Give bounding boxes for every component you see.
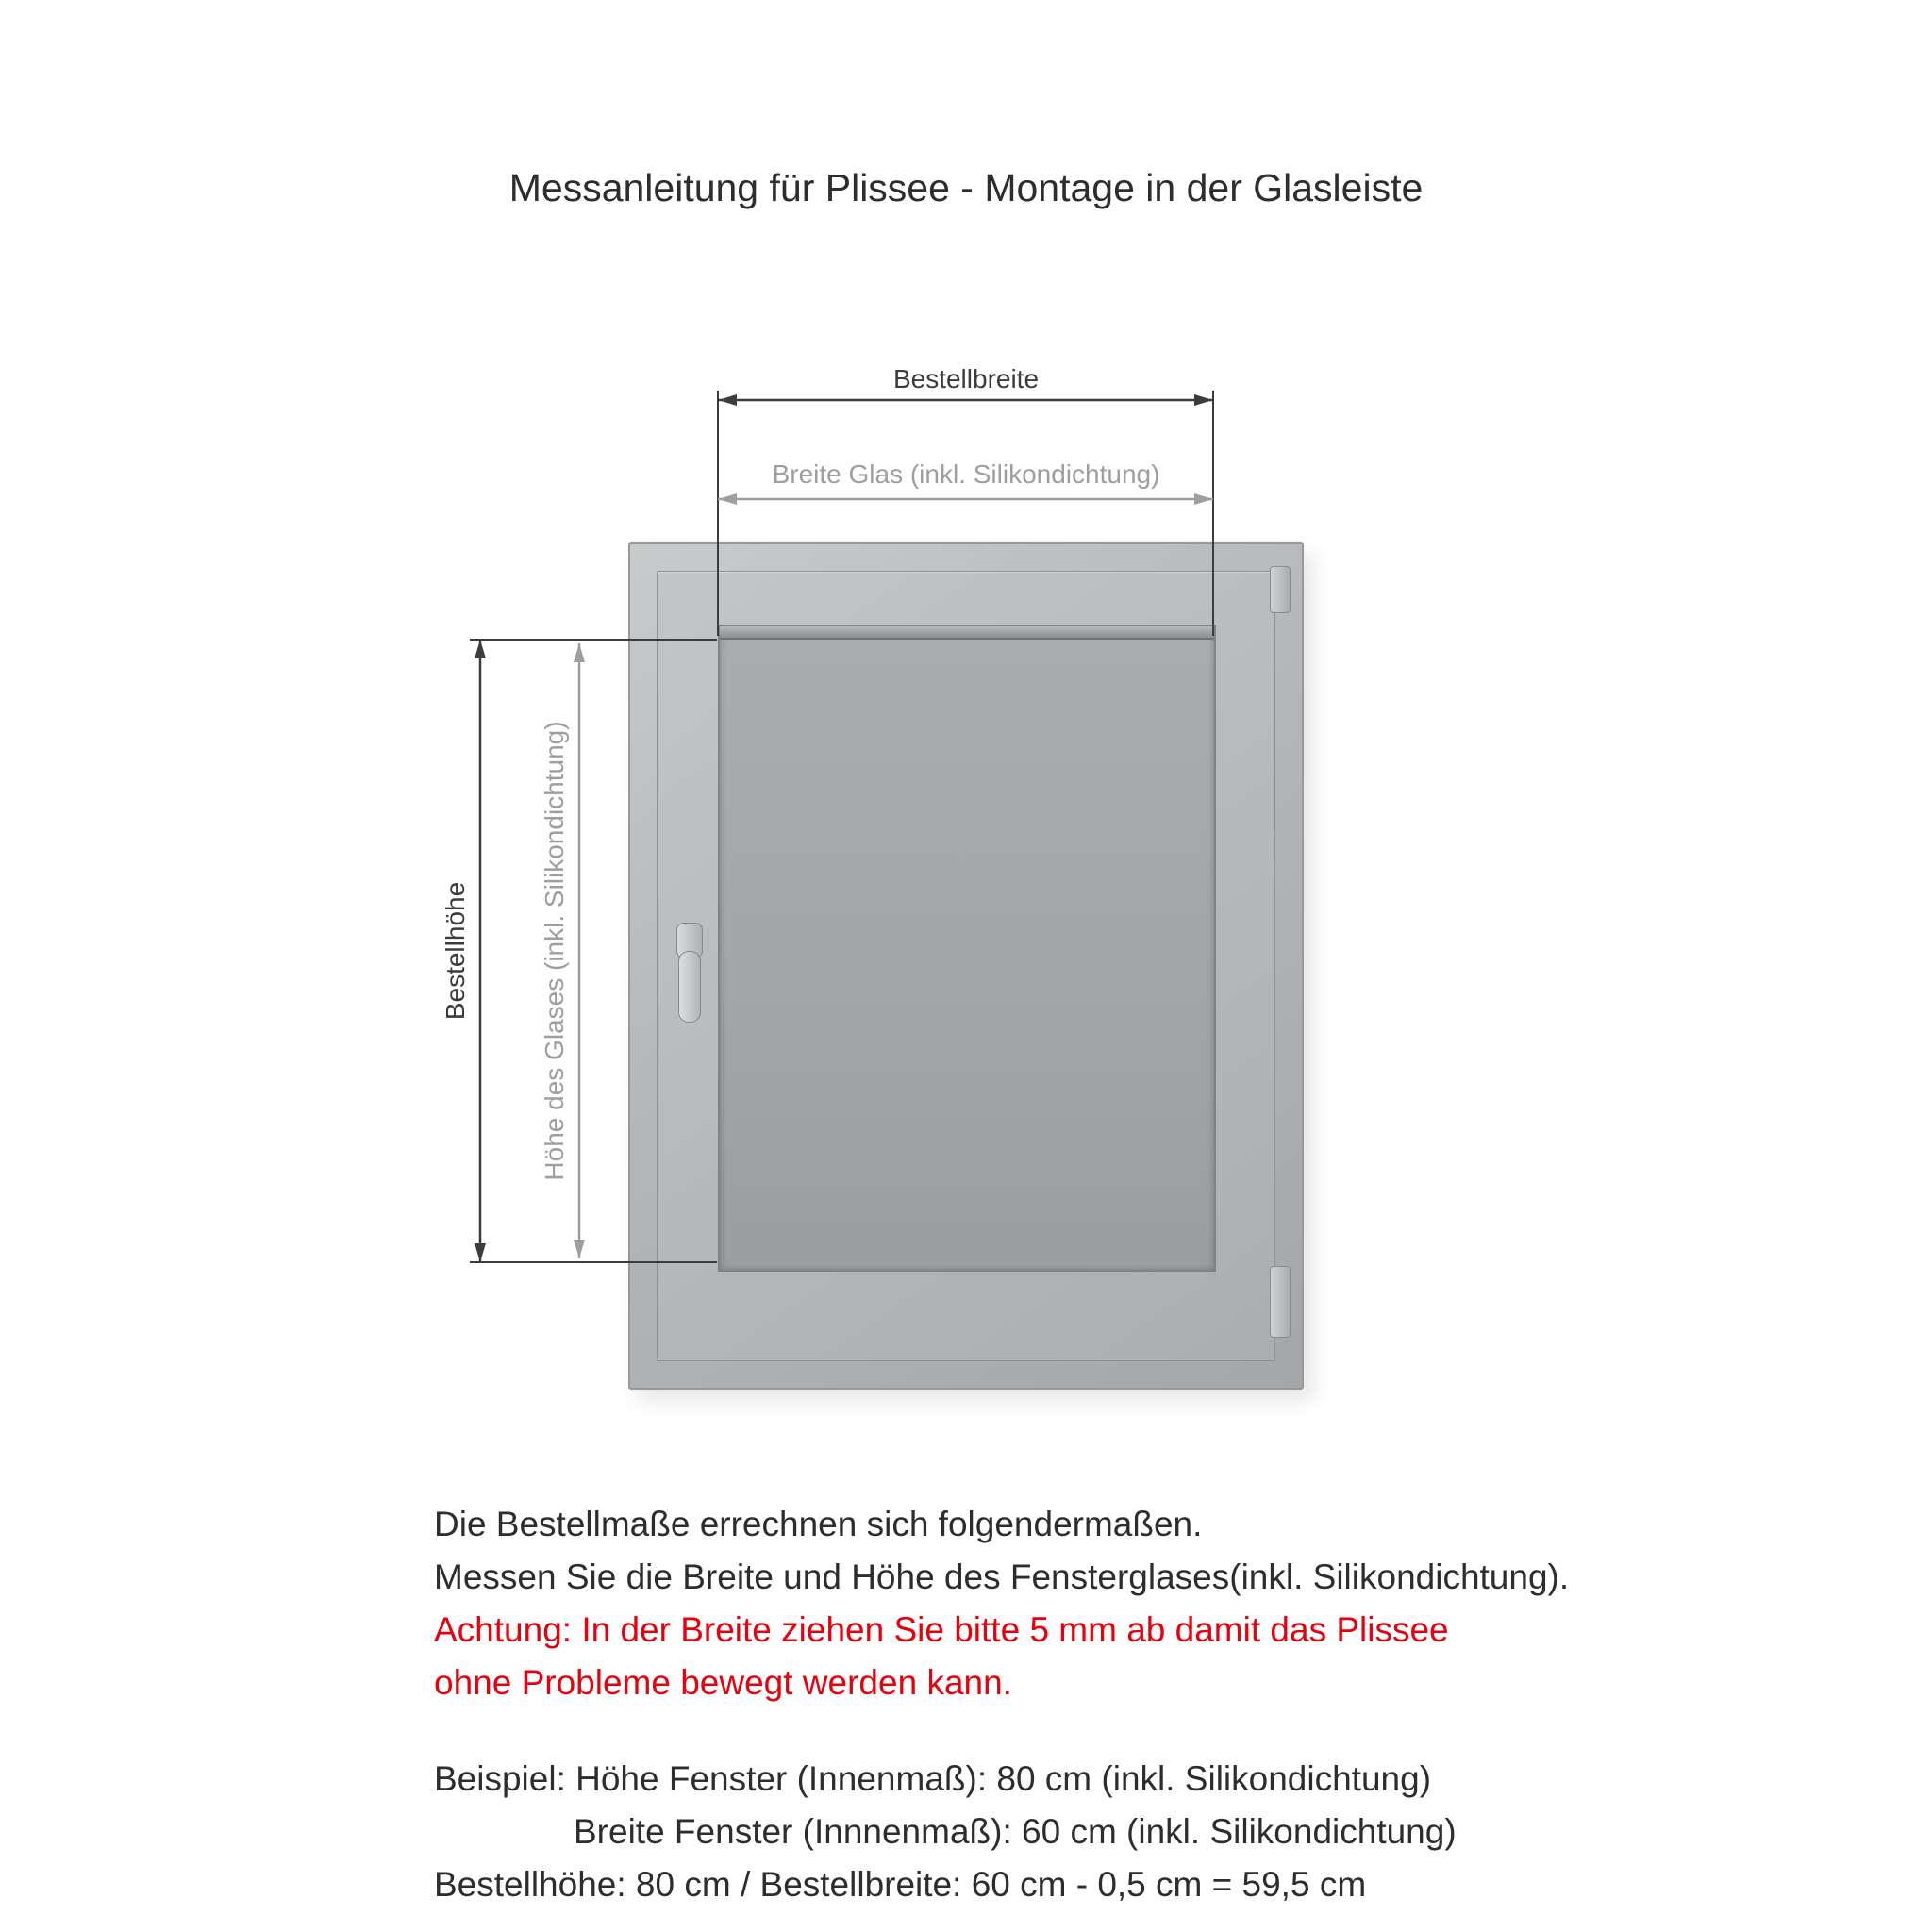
example-line1: Beispiel: Höhe Fenster (Innenmaß): 80 cm (inkl. Silikondichtung)	[434, 1759, 1432, 1798]
window-sash	[657, 571, 1275, 1361]
instructions-block	[434, 1498, 1569, 1911]
example-line3: Bestellhöhe: 80 cm / Bestellbreite: 60 cm - 0,5 cm = 59,5 cm	[434, 1865, 1367, 1904]
instruction-intro-line1: Die Bestellmaße errechnen sich folgendermaßen.	[434, 1505, 1203, 1543]
warning-line2: ohne Probleme bewegt werden kann.	[434, 1663, 1012, 1702]
plissee-top-rail	[720, 626, 1214, 640]
order-width-label: Bestellbreite	[892, 364, 1040, 393]
window-glass	[718, 625, 1216, 1272]
warning-line1: Achtung: In der Breite ziehen Sie bitte 5 mm ab damit das Plissee	[434, 1610, 1449, 1649]
window-hinge-top	[1270, 566, 1291, 613]
example-line2: Breite Fenster (Innnenmaß): 60 cm (inkl. Silikondichtung)	[574, 1812, 1457, 1851]
window-frame	[628, 542, 1304, 1390]
glass-height-label: Höhe des Glases (inkl. Silikondichtung)	[540, 721, 569, 1181]
text-spacer	[434, 1709, 1569, 1753]
instruction-intro-line2: Messen Sie die Breite und Höhe des Fensterglases(inkl. Silikondichtung).	[434, 1557, 1570, 1596]
order-height-label: Bestellhöhe	[441, 881, 470, 1021]
page-title: Messanleitung für Plissee - Montage in der Glasleiste	[508, 166, 1424, 209]
window-handle	[678, 951, 701, 1023]
glass-width-label: Breite Glas (inkl. Silikondichtung)	[772, 459, 1160, 489]
window-hinge-bottom	[1270, 1266, 1291, 1338]
